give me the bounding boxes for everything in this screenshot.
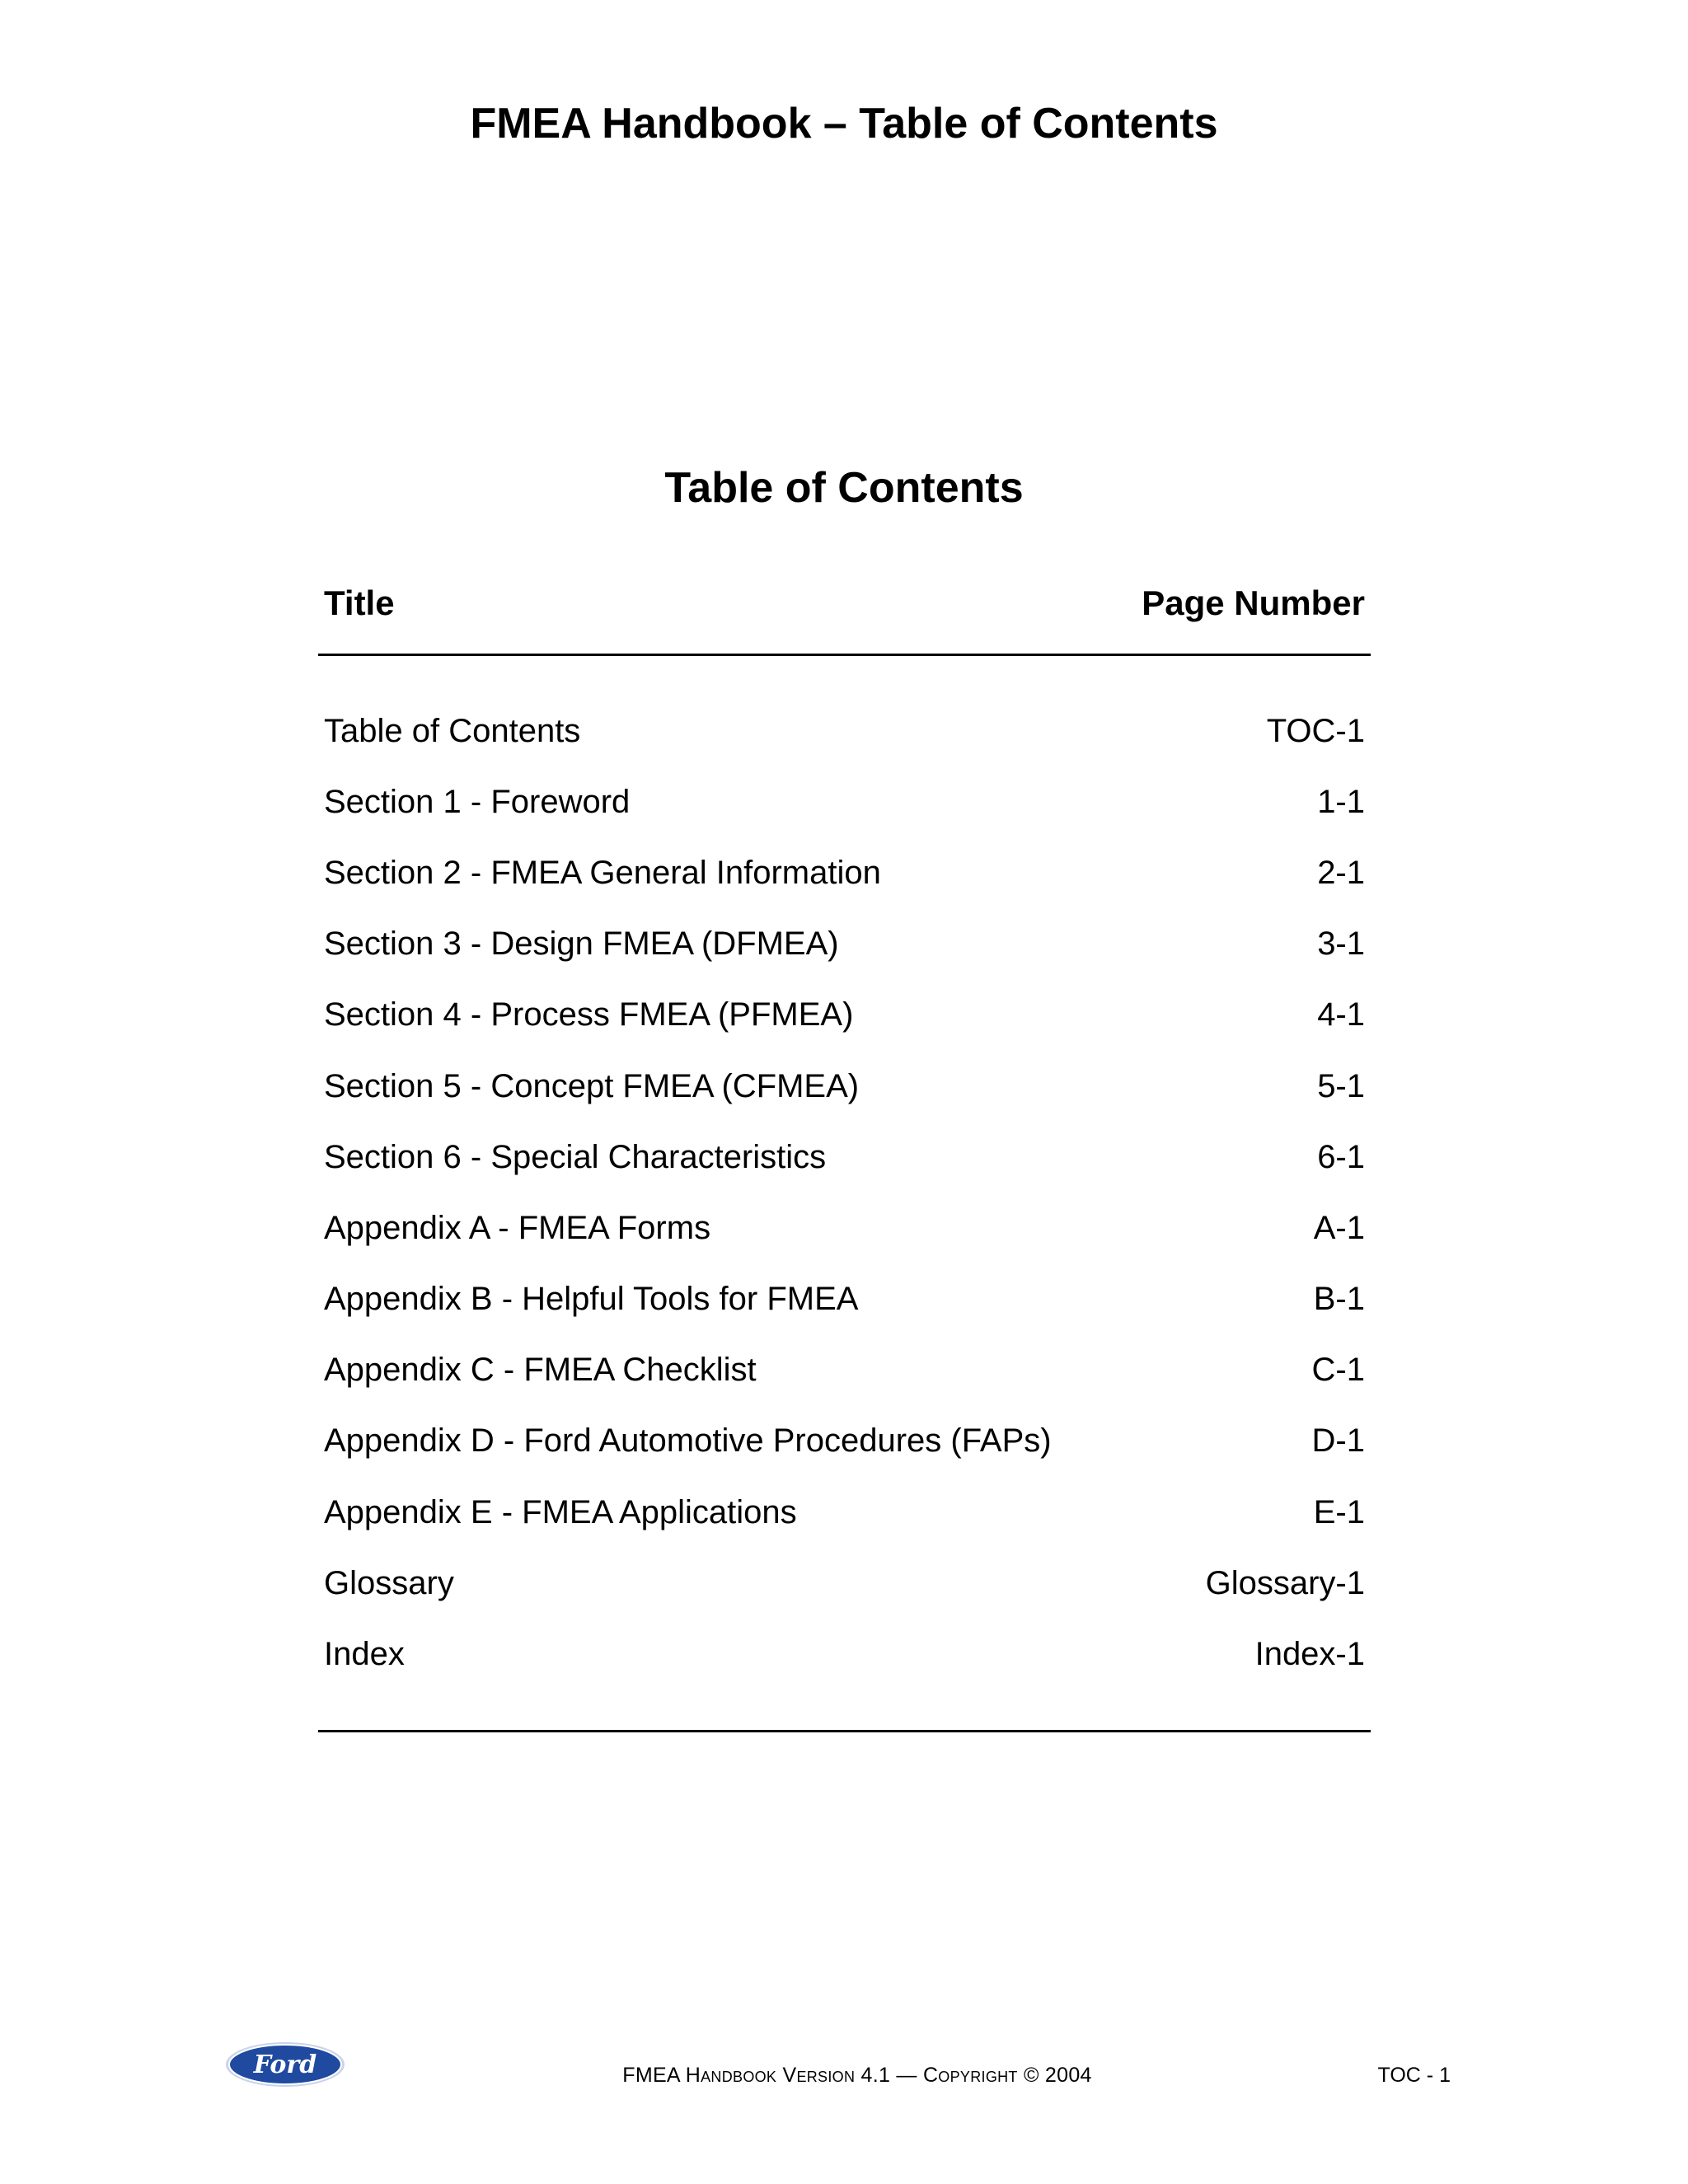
toc-entry[interactable] <box>318 909 1371 980</box>
toc-entry[interactable] <box>318 837 1371 908</box>
toc-entry-title: Appendix D - Ford Automotive Procedures (FAPs) <box>324 1422 1052 1460</box>
toc-entry-title: Index <box>324 1636 405 1673</box>
toc-entry[interactable] <box>318 980 1371 1051</box>
footer-page-number: TOC - 1 <box>1377 2064 1451 2087</box>
toc-entry[interactable] <box>318 1264 1371 1335</box>
toc-entry[interactable] <box>318 1335 1371 1406</box>
toc-heading: Table of Contents <box>664 464 1024 512</box>
toc-entry-title: Section 4 - Process FMEA (PFMEA) <box>324 996 854 1033</box>
toc-entry-page: 3-1 <box>1317 926 1365 963</box>
toc-entry-page: A-1 <box>1313 1209 1365 1246</box>
toc-entry-title: Section 5 - Concept FMEA (CFMEA) <box>324 1067 860 1104</box>
footer-handbook-version: FMEA Handbook Version 4.1 — Copyright © 2004 <box>622 2064 1092 2087</box>
toc-entry-page: 2-1 <box>1317 854 1365 891</box>
toc-entry[interactable] <box>318 1406 1371 1477</box>
toc-entry-page: 6-1 <box>1317 1138 1365 1175</box>
toc-entry-title: Section 2 - FMEA General Information <box>324 854 881 891</box>
toc-entry-page: Index-1 <box>1254 1636 1365 1673</box>
toc-entry-page: 4-1 <box>1317 996 1365 1033</box>
toc-entry-list <box>318 696 1371 1690</box>
toc-entry[interactable] <box>318 1051 1371 1122</box>
toc-entry-page: C-1 <box>1311 1352 1365 1389</box>
toc-entry-page: D-1 <box>1311 1422 1365 1460</box>
toc-entry-title: Table of Contents <box>324 712 581 749</box>
toc-entry-page: B-1 <box>1313 1281 1365 1318</box>
toc-entry[interactable] <box>318 1477 1371 1548</box>
toc-entry[interactable] <box>318 1619 1371 1690</box>
toc-entry-title: Appendix B - Helpful Tools for FMEA <box>324 1281 859 1318</box>
toc-entry[interactable] <box>318 1548 1371 1619</box>
toc-entry-title: Section 3 - Design FMEA (DFMEA) <box>324 926 839 963</box>
toc-entry[interactable] <box>318 696 1371 766</box>
toc-entry-page: 5-1 <box>1317 1067 1365 1104</box>
logo-wordmark: Ford <box>253 2050 317 2079</box>
toc-entry-title: Appendix C - FMEA Checklist <box>324 1352 757 1389</box>
toc-bottom-divider <box>318 1730 1371 1732</box>
toc-entry-title: Section 1 - Foreword <box>324 783 631 820</box>
column-title-header: Title <box>324 583 395 622</box>
ford-oval-logo-icon <box>224 2041 346 2088</box>
toc-entry[interactable] <box>318 766 1371 837</box>
toc-entry[interactable] <box>318 1122 1371 1193</box>
toc-header-divider <box>318 654 1371 656</box>
toc-column-header-row <box>318 577 1371 630</box>
toc-entry-title: Appendix E - FMEA Applications <box>324 1493 797 1530</box>
toc-entry-title: Section 6 - Special Characteristics <box>324 1138 827 1175</box>
column-page-header: Page Number <box>1142 583 1365 622</box>
toc-entry-page: 1-1 <box>1317 783 1365 820</box>
toc-entry-page: E-1 <box>1313 1493 1365 1530</box>
toc-table <box>318 577 1371 1732</box>
toc-entry-page: Glossary-1 <box>1205 1564 1365 1601</box>
toc-entry-title: Glossary <box>324 1564 454 1601</box>
page-title: FMEA Handbook – Table of Contents <box>470 100 1218 148</box>
toc-entry-title: Appendix A - FMEA Forms <box>324 1209 711 1246</box>
toc-entry-page: TOC-1 <box>1266 712 1365 749</box>
toc-entry[interactable] <box>318 1193 1371 1263</box>
